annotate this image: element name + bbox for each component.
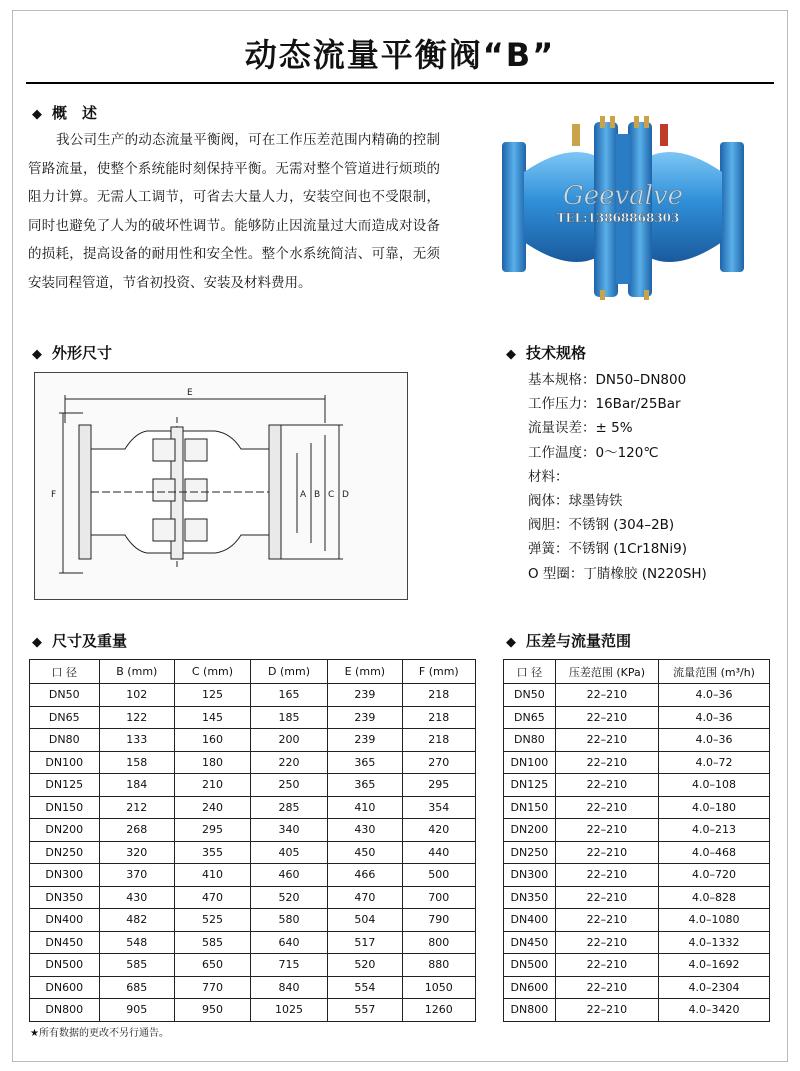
brand-watermark: Geevalve xyxy=(562,181,684,211)
table-cell: 22–210 xyxy=(555,706,658,729)
table-cell: 22–210 xyxy=(555,684,658,707)
size-weight-table xyxy=(29,659,476,1022)
table-cell: 440 xyxy=(402,841,475,864)
label-b: B xyxy=(314,490,321,500)
table-cell: 450 xyxy=(328,841,402,864)
table-row xyxy=(30,796,476,819)
table-cell: 640 xyxy=(250,931,327,954)
table-row xyxy=(30,751,476,774)
table-row xyxy=(30,706,476,729)
tel-watermark: TEL:13868868303 xyxy=(556,211,680,225)
pressure-flow-table xyxy=(503,659,770,1022)
table-cell: 22–210 xyxy=(555,954,658,977)
diamond-bullet-icon: ◆ xyxy=(32,107,42,122)
table-cell: 840 xyxy=(250,976,327,999)
table-cell: 270 xyxy=(402,751,475,774)
table-cell: DN80 xyxy=(504,729,556,752)
table-row xyxy=(30,864,476,887)
table-cell: 145 xyxy=(175,706,251,729)
table-cell: DN150 xyxy=(504,796,556,819)
table-header-row xyxy=(504,660,770,684)
table-row xyxy=(504,796,770,819)
table-row xyxy=(504,954,770,977)
table-row xyxy=(504,751,770,774)
table-row xyxy=(504,819,770,842)
table-cell: 285 xyxy=(250,796,327,819)
spec-line: 基本规格：DN50–DN800 xyxy=(528,372,687,388)
diamond-bullet-icon: ◆ xyxy=(32,635,42,650)
specs-heading: ◆ 技术规格 xyxy=(506,344,587,362)
table-row xyxy=(504,931,770,954)
table-cell: 22–210 xyxy=(555,819,658,842)
table-cell: 239 xyxy=(328,729,402,752)
left-flange xyxy=(502,142,526,272)
table-cell: 184 xyxy=(99,774,175,797)
table-cell: 22–210 xyxy=(555,999,658,1022)
table-cell: 239 xyxy=(328,706,402,729)
table-cell: 22–210 xyxy=(555,864,658,887)
table-cell: 548 xyxy=(99,931,175,954)
table-cell: 220 xyxy=(250,751,327,774)
table-cell: 4.0–3420 xyxy=(659,999,770,1022)
column-header: F (mm) xyxy=(402,660,475,684)
label-c: C xyxy=(328,490,335,500)
table-cell: DN65 xyxy=(504,706,556,729)
table-cell: 470 xyxy=(328,886,402,909)
table-cell: 295 xyxy=(402,774,475,797)
table-row xyxy=(504,841,770,864)
test-port-right xyxy=(660,124,668,146)
footnote: ★所有数据的更改不另行通告。 xyxy=(30,1028,169,1039)
table-cell: 4.0–828 xyxy=(659,886,770,909)
size-table-heading: ◆ 尺寸及重量 xyxy=(32,632,128,650)
table-cell: 1025 xyxy=(250,999,327,1022)
column-header: E (mm) xyxy=(328,660,402,684)
table-cell: 365 xyxy=(328,751,402,774)
label-d: D xyxy=(342,490,349,500)
dimensions-heading: ◆ 外形尺寸 xyxy=(32,344,113,362)
table-cell: 482 xyxy=(99,909,175,932)
table-cell: DN600 xyxy=(504,976,556,999)
table-cell: 22–210 xyxy=(555,909,658,932)
table-cell: 4.0–36 xyxy=(659,706,770,729)
table-cell: 22–210 xyxy=(555,931,658,954)
label-e: E xyxy=(187,388,193,398)
table-cell: 685 xyxy=(99,976,175,999)
table-cell: 770 xyxy=(175,976,251,999)
table-cell: DN600 xyxy=(30,976,100,999)
table-cell: DN500 xyxy=(30,954,100,977)
spec-line: 阀胆：不锈钢 (304–2B) xyxy=(528,517,675,534)
table-cell: 165 xyxy=(250,684,327,707)
table-cell: 370 xyxy=(99,864,175,887)
valve-photo xyxy=(498,112,748,302)
table-cell: DN450 xyxy=(504,931,556,954)
overview-heading: ◆ 概 述 xyxy=(32,104,98,122)
diamond-bullet-icon: ◆ xyxy=(32,347,42,362)
table-row xyxy=(30,999,476,1022)
table-row xyxy=(30,729,476,752)
table-cell: 700 xyxy=(402,886,475,909)
column-header: 流量范围 (m³/h) xyxy=(659,660,770,684)
right-flange xyxy=(720,142,744,272)
spec-line: O 型圈：丁腈橡胶 (N220SH) xyxy=(528,565,707,582)
column-header: B (mm) xyxy=(99,660,175,684)
table-cell: DN50 xyxy=(30,684,100,707)
diamond-bullet-icon: ◆ xyxy=(506,347,516,362)
column-header: D (mm) xyxy=(250,660,327,684)
table-cell: 102 xyxy=(99,684,175,707)
table-row xyxy=(504,706,770,729)
table-cell: 355 xyxy=(175,841,251,864)
table-row xyxy=(504,864,770,887)
table-cell: DN400 xyxy=(30,909,100,932)
table-row xyxy=(504,976,770,999)
table-cell: 340 xyxy=(250,819,327,842)
table-cell: 320 xyxy=(99,841,175,864)
table-cell: 470 xyxy=(175,886,251,909)
table-cell: 240 xyxy=(175,796,251,819)
table-cell: DN400 xyxy=(504,909,556,932)
table-cell: 158 xyxy=(99,751,175,774)
table-cell: 160 xyxy=(175,729,251,752)
table-cell: 430 xyxy=(99,886,175,909)
table-cell: 125 xyxy=(175,684,251,707)
dimension-drawing xyxy=(34,372,408,600)
specs-list xyxy=(528,368,707,586)
valve-illustration xyxy=(498,112,748,302)
table-cell: 295 xyxy=(175,819,251,842)
table-cell: 405 xyxy=(250,841,327,864)
table-cell: 365 xyxy=(328,774,402,797)
title-divider xyxy=(26,82,774,84)
spec-line: 工作温度：0～120℃ xyxy=(528,444,659,461)
table-cell: DN150 xyxy=(30,796,100,819)
table-cell: DN65 xyxy=(30,706,100,729)
table-cell: 880 xyxy=(402,954,475,977)
table-cell: 180 xyxy=(175,751,251,774)
table-cell: 525 xyxy=(175,909,251,932)
table-cell: DN300 xyxy=(30,864,100,887)
test-port-left xyxy=(572,124,580,146)
table-row xyxy=(504,886,770,909)
spec-line: 弹簧：不锈钢 (1Cr18Ni9) xyxy=(528,541,688,558)
table-cell: 4.0–72 xyxy=(659,751,770,774)
table-cell: DN100 xyxy=(30,751,100,774)
table-cell: DN800 xyxy=(30,999,100,1022)
spec-line: 流量误差：± 5% xyxy=(528,420,633,437)
column-header: 口 径 xyxy=(504,660,556,684)
table-cell: DN500 xyxy=(504,954,556,977)
table-cell: 517 xyxy=(328,931,402,954)
table-cell: DN100 xyxy=(504,751,556,774)
table-cell: DN250 xyxy=(504,841,556,864)
column-header: 压差范围 (KPa) xyxy=(555,660,658,684)
table-cell: 218 xyxy=(402,684,475,707)
table-cell: 410 xyxy=(328,796,402,819)
table-cell: 4.0–36 xyxy=(659,684,770,707)
table-cell: 4.0–1332 xyxy=(659,931,770,954)
table-cell: 4.0–720 xyxy=(659,864,770,887)
table-cell: 122 xyxy=(99,706,175,729)
table-cell: 410 xyxy=(175,864,251,887)
table-cell: 4.0–36 xyxy=(659,729,770,752)
diamond-bullet-icon: ◆ xyxy=(506,635,516,650)
table-cell: 268 xyxy=(99,819,175,842)
table-cell: 4.0–468 xyxy=(659,841,770,864)
table-cell: 354 xyxy=(402,796,475,819)
table-cell: DN200 xyxy=(30,819,100,842)
table-cell: 650 xyxy=(175,954,251,977)
table-cell: 520 xyxy=(250,886,327,909)
table-cell: DN300 xyxy=(504,864,556,887)
column-header: 口 径 xyxy=(30,660,100,684)
table-cell: DN250 xyxy=(30,841,100,864)
table-cell: 557 xyxy=(328,999,402,1022)
table-cell: 4.0–1080 xyxy=(659,909,770,932)
table-cell: DN80 xyxy=(30,729,100,752)
dimension-diagram xyxy=(35,373,407,599)
table-row xyxy=(30,976,476,999)
table-cell: 22–210 xyxy=(555,796,658,819)
table-cell: 585 xyxy=(175,931,251,954)
table-cell: 4.0–180 xyxy=(659,796,770,819)
table-cell: 4.0–1692 xyxy=(659,954,770,977)
table-cell: 22–210 xyxy=(555,774,658,797)
table-cell: 460 xyxy=(250,864,327,887)
table-cell: 905 xyxy=(99,999,175,1022)
table-cell: 210 xyxy=(175,774,251,797)
table-row xyxy=(30,819,476,842)
table-cell: 504 xyxy=(328,909,402,932)
flow-table-heading: ◆ 压差与流量范围 xyxy=(506,632,632,650)
table-row xyxy=(30,931,476,954)
spec-line: 阀体：球墨铸铁 xyxy=(528,493,623,510)
table-cell: 4.0–213 xyxy=(659,819,770,842)
table-cell: 1050 xyxy=(402,976,475,999)
table-row xyxy=(504,774,770,797)
table-cell: 520 xyxy=(328,954,402,977)
table-row xyxy=(30,886,476,909)
table-row xyxy=(30,841,476,864)
table-cell: DN125 xyxy=(504,774,556,797)
table-cell: 212 xyxy=(99,796,175,819)
table-cell: 4.0–108 xyxy=(659,774,770,797)
table-cell: 800 xyxy=(402,931,475,954)
table-cell: 133 xyxy=(99,729,175,752)
table-cell: 250 xyxy=(250,774,327,797)
table-cell: 420 xyxy=(402,819,475,842)
table-row xyxy=(30,909,476,932)
table-cell: 466 xyxy=(328,864,402,887)
table-row xyxy=(30,954,476,977)
table-cell: 430 xyxy=(328,819,402,842)
table-row xyxy=(30,684,476,707)
table-cell: DN50 xyxy=(504,684,556,707)
table-cell: 239 xyxy=(328,684,402,707)
table-cell: 22–210 xyxy=(555,976,658,999)
table-cell: 218 xyxy=(402,729,475,752)
table-row xyxy=(504,684,770,707)
page-title: 动态流量平衡阀“B” xyxy=(244,36,556,74)
table-cell: 22–210 xyxy=(555,751,658,774)
table-cell: 500 xyxy=(402,864,475,887)
column-header: C (mm) xyxy=(175,660,251,684)
table-cell: DN450 xyxy=(30,931,100,954)
table-cell: 4.0–2304 xyxy=(659,976,770,999)
table-header-row xyxy=(30,660,476,684)
table-cell: DN350 xyxy=(30,886,100,909)
table-row xyxy=(504,729,770,752)
table-cell: 950 xyxy=(175,999,251,1022)
table-cell: 1260 xyxy=(402,999,475,1022)
table-cell: 218 xyxy=(402,706,475,729)
table-cell: DN350 xyxy=(504,886,556,909)
table-row xyxy=(504,999,770,1022)
table-cell: DN200 xyxy=(504,819,556,842)
table-row xyxy=(30,774,476,797)
table-row xyxy=(504,909,770,932)
table-cell: 200 xyxy=(250,729,327,752)
overview-paragraph: 我公司生产的动态流量平衡阀，可在工作压差范围内精确的控制管路流量，使整个系统能时刻保持平衡。无需对整个管道进行烦琐的阻力计算。无需人工调节，可省去大量人力，安装空间也不受限制，同时也避免了人为的破坏性调节。能够防止因流量过大而造成对设备的损耗，提高设备的耐用性和安全性。整个水系统简洁、可靠，无须安装同程管道，节省初投资、安装及材料费用。 xyxy=(28,132,440,291)
table-cell: 580 xyxy=(250,909,327,932)
table-cell: 22–210 xyxy=(555,886,658,909)
table-cell: 585 xyxy=(99,954,175,977)
table-cell: 22–210 xyxy=(555,841,658,864)
table-cell: DN800 xyxy=(504,999,556,1022)
table-cell: 715 xyxy=(250,954,327,977)
table-cell: DN125 xyxy=(30,774,100,797)
table-cell: 554 xyxy=(328,976,402,999)
table-cell: 185 xyxy=(250,706,327,729)
label-a: A xyxy=(300,490,307,500)
spec-line: 工作压力：16Bar/25Bar xyxy=(528,396,681,413)
table-cell: 790 xyxy=(402,909,475,932)
table-cell: 22–210 xyxy=(555,729,658,752)
spec-line: 材料： xyxy=(528,468,569,485)
label-f: F xyxy=(51,490,57,500)
